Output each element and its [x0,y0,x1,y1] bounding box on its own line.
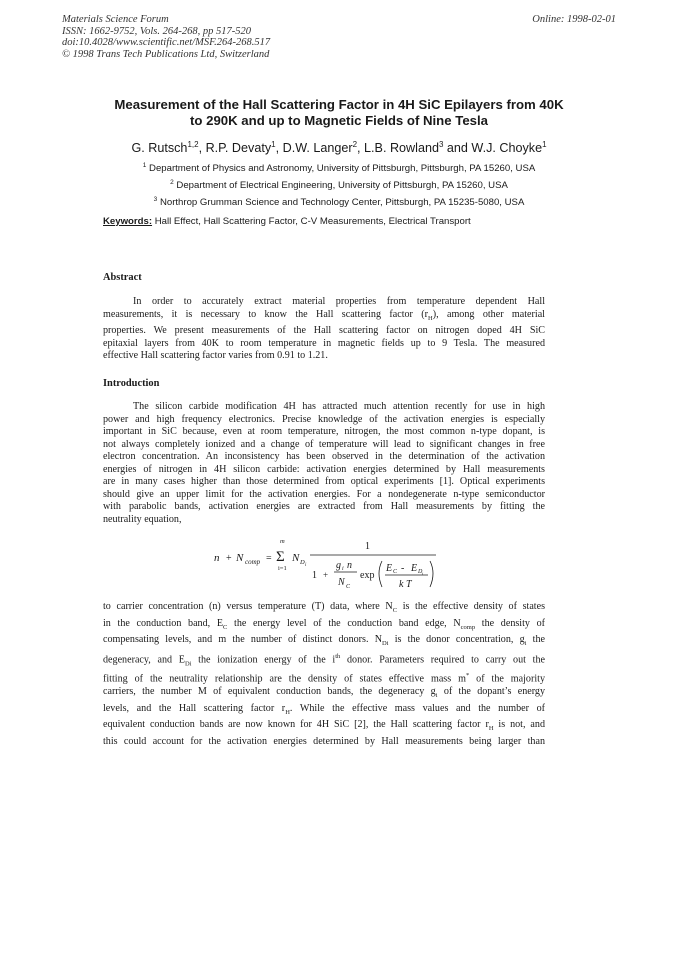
eq-n-small: n [347,560,352,571]
author-affil-mark: 1,2 [187,140,199,149]
author-separator: , [357,141,365,156]
eq-sigma: Σ [276,549,285,565]
introduction-body [103,401,545,526]
affiliation-mark: 1 [142,162,147,169]
text-line: this could account for the activation energies determined by Hall measurements being larger than [103,735,545,747]
paper-title [80,97,598,129]
author-name: R.P. Devaty [205,141,272,156]
text-line: are in many cases higher than those determined from optical experiments [1]. Optical experiments [103,476,545,487]
eq-ED-sub: D [418,569,423,575]
keywords-text: Hall Effect, Hall Scattering Factor, C-V Measurements, Electrical Transport [154,216,471,227]
journal-header [62,14,270,60]
eq-NC-sub: C [346,584,351,590]
text-line: In order to accurately extract material properties from temperature dependent Hall [133,296,545,307]
text-line: levels, and the Hall scattering factor $r_H$. While the effective mass values and the number of [103,702,545,716]
affiliation-1 [60,162,618,174]
affiliation-3 [60,196,618,208]
text-line: to carrier concentration (n) versus temperature (T) data, where $N_C$ is the effective density of states [103,601,545,615]
eq-exp: exp [360,570,375,581]
text-line: degeneracy, and $E_{Di}$ the ionization energy of the $i^{th}$ donor. Parameters required to carry out the [103,652,545,667]
online-date: Online: 1998-02-01 [532,14,616,25]
eq-ND-subsub: i [305,563,307,568]
keywords-label: Keywords: [103,216,153,227]
abstract-body [103,296,545,363]
eq-equals: = [266,553,272,564]
text-line: neutrality equation, [103,513,182,525]
author-name: W.J. Choyke [471,141,543,156]
eq-g: g [336,560,341,571]
text-line: should give an upper limit for the activation energies. For a nondegenerate n-type semiconductor [103,488,545,500]
eq-n: n [214,552,220,564]
eq-plus: + [226,553,232,564]
text-line: fitting of the neutrality relationship are the density of states effective mass m* of the majority [103,672,545,685]
author-separator: , [198,141,206,156]
eq-right-paren [430,561,433,587]
affiliation-text: Department of Electrical Engineering, University of Pittsburgh, PA 15260, USA [176,180,508,192]
eq-left-paren [379,561,382,587]
affiliation-mark: 2 [170,179,174,186]
affiliation-mark: 3 [153,196,158,203]
eq-g-sub: i [342,566,344,572]
eq-N: N [236,552,244,564]
journal-name: Materials Science Forum [62,14,169,25]
introduction-body-continued [103,601,545,748]
text-line: not always completely ionized and a change of temperature will lead to significant changes in free [103,438,545,450]
text-line: energies of nitrogen in 4H silicon carbide: activation energies determined by Hall measurements [103,463,545,475]
author-affil-mark: 2 [352,140,358,149]
author-name: D.W. Langer [282,141,353,156]
eq-EC: E [386,563,393,574]
text-line: with parabolic bands, activation energies are extracted from Hall measurements by fitting the [103,501,545,512]
affiliation-2 [60,179,618,191]
eq-sum-lower: i=1 [278,565,287,572]
eq-numerator: 1 [365,541,370,552]
author-affil-mark: 3 [438,140,444,149]
author-affil-mark: 1 [542,140,547,149]
eq-ND: N [292,552,300,564]
author-separator: and [443,141,472,156]
introduction-heading: Introduction [103,378,160,389]
eq-NC: N [338,577,345,588]
affiliation-text: Northrop Grumman Science and Technology Center, Pittsburgh, PA 15235-5080, USA [159,197,525,209]
author-list [80,140,598,155]
text-line: effective Hall scattering factor varies from 0.91 to 1.21. [103,350,328,362]
title-line: Measurement of the Hall Scattering Factor in 4H SiC Epilayers from 40K [114,97,564,112]
eq-den-plus: + [323,570,329,580]
text-line: measurements, it is necessary to know the Hall scattering factor $(r_H)$, among other material [103,308,545,322]
eq-comp: comp [245,558,261,566]
text-line: The silicon carbide modification 4H has attracted much attention recently for use in high [133,401,545,412]
text-line: epitaxial layers from 40K to room temperature in magnetic fields up to 9 Tesla. The measured [103,337,545,349]
eq-sum-upper: m [280,538,285,545]
text-line: electron concentration. An inconsistency has been observed in the determination of the activation [103,451,545,462]
keywords [103,216,471,227]
text-line: carriers, the number M of equivalent conduction bands, the degeneracy $g_i$ of the dopant’s energy [103,686,545,700]
text-line: important in SiC because, even at room temperature, nitrogen, the most common n-type dopant, is [103,426,545,437]
eq-ND-sub: D [300,559,305,566]
text-line: properties. We present measurements of the Hall scattering factor on nitrogen doped 4H SiC [103,325,545,337]
eq-ED: E [411,563,418,574]
text-line: equivalent conduction bands are now known for 4H SiC [2], the Hall scattering factor $r_H$ is not, and [103,719,545,733]
issn-line: ISSN: 1662-9752, Vols. 264-268, pp 517-520 [62,25,251,37]
author-affil-mark: 1 [271,140,276,149]
eq-minus: - [401,563,405,574]
text-line: compensating levels, and m the number of distinct donors. $N_{Di}$ is the donor concentration, $g_i$ the [103,634,545,648]
title-line: to 290K and up to Magnetic Fields of Nine Tesla [190,113,488,128]
text-line: power and high frequency electronics. Precise knowledge of the activation energies is especially [103,413,545,425]
author-name: G. Rutsch [131,141,188,156]
neutrality-equation [200,535,460,595]
eq-kT: k T [399,579,412,590]
affiliation-text: Department of Physics and Astronomy, University of Pittsburgh, Pittsburgh, PA 15260, USA [149,163,536,175]
eq-den-one: 1 [312,570,317,581]
doi-line: doi:10.4028/www.scientific.net/MSF.264-268.517 [62,37,271,49]
eq-EC-sub: C [393,569,398,575]
author-name: L.B. Rowland [364,141,439,156]
abstract-heading: Abstract [103,272,142,283]
text-line: in the conduction band, $E_C$ the energy level of the conduction band edge, $N_{comp}$ the density of [103,617,545,631]
author-separator: , [275,141,283,156]
eq-ED-subsub: i [422,571,424,576]
copyright-line: © 1998 Trans Tech Publications Ltd, Switzerland [62,48,270,60]
